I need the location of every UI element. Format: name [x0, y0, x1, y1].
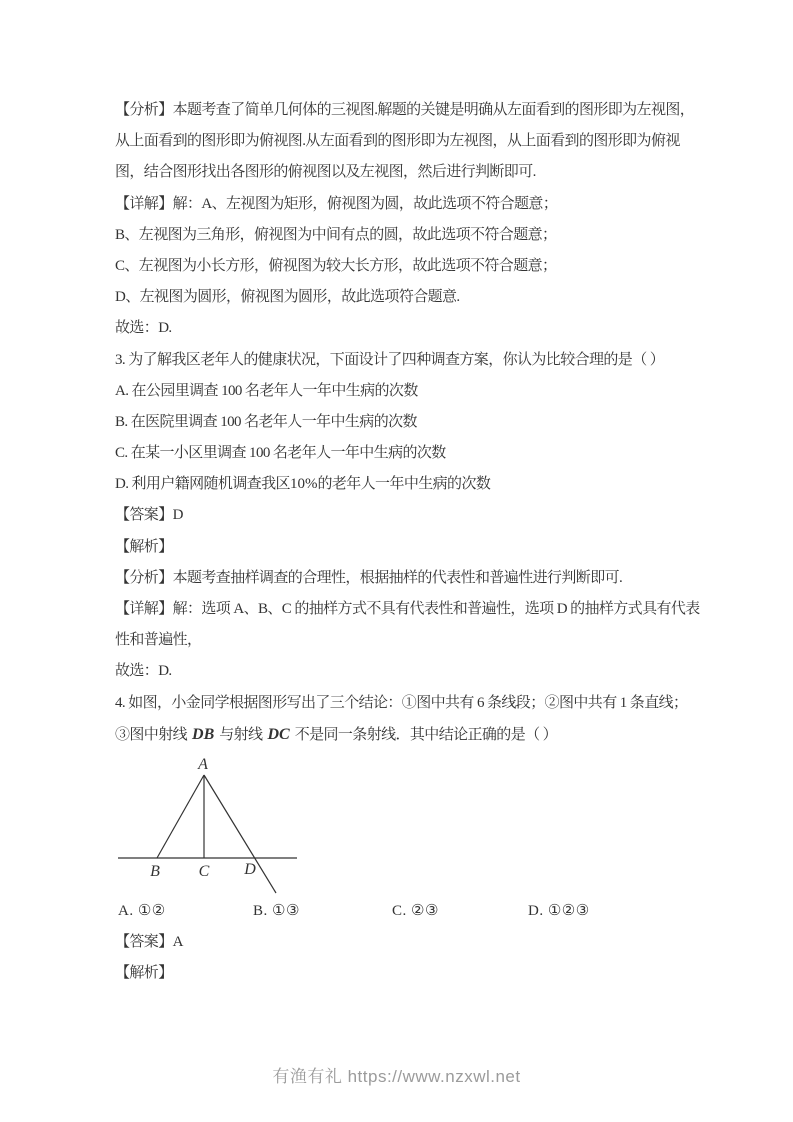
q4-option-a: A. ①②: [118, 902, 166, 919]
q3-analysis-tag: 【解析】: [115, 538, 173, 555]
q4-stem-suffix: 不是同一条射线．其中结论正确的是（ ）: [294, 726, 558, 743]
q3-answer: 【答案】D: [115, 507, 183, 524]
q4-geometry-figure: [115, 750, 681, 896]
document-content: [115, 95, 700, 990]
q3-detail-line-1: 【详解】解：选项 A、B、C 的抽样方式不具有代表性和普遍性，选项 D 的抽样方式具有代表: [115, 601, 700, 617]
q2-conclusion: 故选：D.: [115, 320, 172, 337]
q2-analysis-line-3: 图，结合图形找出各图形的俯视图以及左视图，然后进行判断即可.: [115, 164, 536, 181]
figure-label-a: A: [198, 755, 208, 773]
figure-label-c: C: [198, 862, 210, 880]
q4-ray-db-label: DB: [192, 725, 215, 743]
figure-label-d: D: [244, 860, 256, 878]
q4-options-row: [115, 896, 681, 927]
q3-option-a: A. 在公园里调查 100 名老年人一年中生病的次数: [115, 382, 418, 399]
q3-option-d-percent: 10%: [289, 476, 318, 493]
q2-analysis-line-1: 【分析】本题考查了简单几何体的三视图.解题的关键是明确从左面看到的图形即为左视图，: [115, 102, 695, 118]
q2-detail-option-b: B、左视图为三角形，俯视图为中间有点的圆，故此选项不符合题意；: [115, 226, 557, 243]
q3-option-d: [115, 469, 681, 500]
q4-analysis-tag: 【解析】: [115, 965, 173, 982]
q4-option-b: B. ①③: [253, 902, 300, 919]
site-watermark: 有渔有礼 https://www.nzxwl.net: [272, 1067, 521, 1086]
q4-option-c: C. ②③: [392, 902, 439, 919]
q3-option-b: B. 在医院里调查 100 名老年人一年中生病的次数: [115, 413, 417, 430]
figure-ray-ad: [204, 775, 276, 893]
q3-stem: 3. 为了解我区老年人的健康状况，下面设计了四种调查方案，你认为比较合理的是（ ）: [115, 351, 665, 368]
q4-option-d: D. ①②③: [528, 902, 590, 919]
q4-answer: 【答案】A: [115, 934, 183, 951]
q4-stem-line-1: 4. 如图，小金同学根据图形写出了三个结论：①图中共有 6 条线段；②图中共有 1 条直线；: [115, 694, 688, 711]
q4-stem-line-2: [115, 719, 681, 750]
triangle-figure-svg: [115, 750, 325, 896]
q4-stem-prefix: ③图中射线: [115, 726, 188, 743]
q2-detail-option-d: D、左视图为圆形，俯视图为圆形，故此选项符合题意.: [115, 289, 460, 306]
q2-detail-option-a: 【详解】解：A、左视图为矩形，俯视图为圆，故此选项不符合题意；: [115, 195, 558, 212]
q3-conclusion: 故选：D.: [115, 663, 172, 680]
q3-option-d-suffix: 的老年人一年中生病的次数: [317, 476, 491, 493]
figure-label-b: B: [150, 862, 160, 880]
q3-option-d-text: D. 利用户籍网随机调查我区: [115, 476, 290, 493]
q3-analysis: 【分析】本题考查抽样调查的合理性，根据抽样的代表性和普遍性进行判断即可.: [115, 569, 623, 586]
q2-analysis-line-2: 从上面看到的图形即为俯视图.从左面看到的图形即为左视图，从上面看到的图形即为俯视: [115, 133, 680, 150]
q2-detail-option-c: C、左视图为小长方形，俯视图为较大长方形，故此选项不符合题意；: [115, 257, 557, 274]
q3-option-c: C. 在某一小区里调查 100 名老年人一年中生病的次数: [115, 445, 446, 462]
q3-detail-line-2: 性和普遍性，: [115, 632, 202, 649]
figure-segment-ab: [157, 775, 204, 858]
q4-stem-mid: 与射线: [219, 726, 263, 743]
q4-ray-dc-label: DC: [267, 725, 290, 743]
